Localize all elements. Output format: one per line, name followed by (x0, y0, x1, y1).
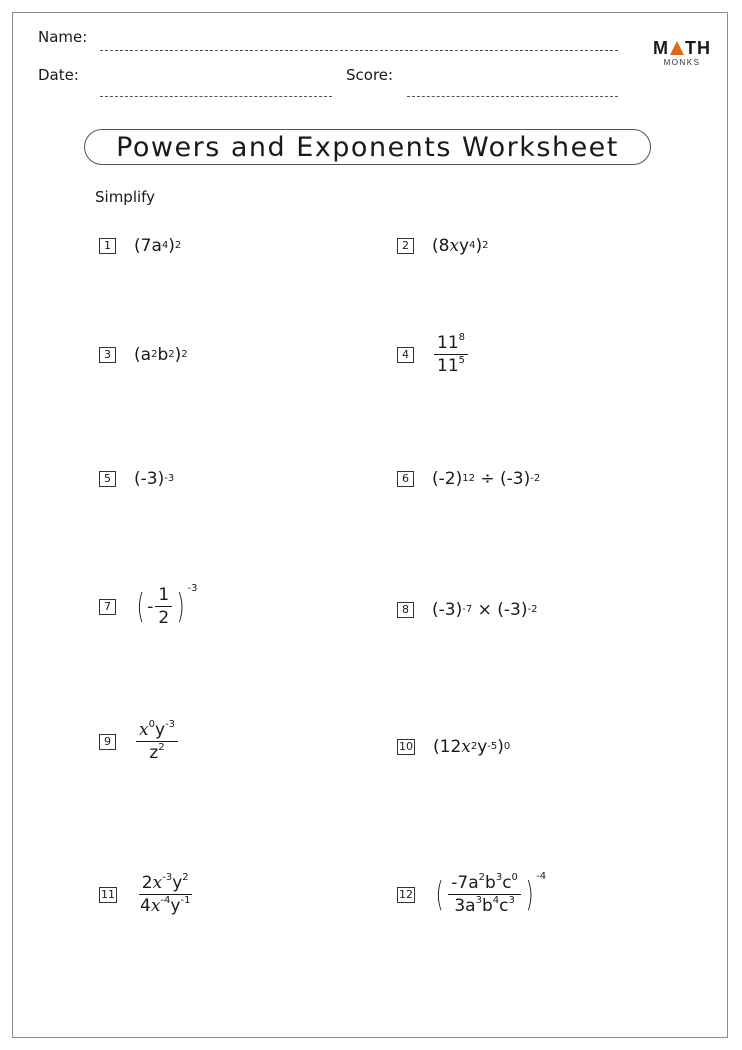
problem-number: 7 (99, 599, 116, 615)
expression: (-3) -3 (134, 469, 175, 489)
problem-number: 6 (397, 471, 414, 487)
problem-number: 4 (397, 347, 414, 363)
logo-subtext: MONKS (663, 58, 701, 67)
expression: $\frac{x^0y^{-3}}{z^2}$ (134, 720, 180, 763)
expression: $\frac{11^8}{11^5}$ (432, 333, 470, 376)
problem-3 (99, 345, 188, 365)
score-line[interactable] (407, 96, 618, 97)
problem-number: 9 (99, 734, 116, 750)
problem-8 (397, 600, 537, 620)
expression: ( $\frac{-7a^2b^3c^0}{3a^3b^4c^3}$ ) -4 (435, 871, 547, 916)
problem-7 (99, 585, 197, 628)
expression: (12 x 2 y -5 ) 0 (433, 737, 511, 757)
worksheet-title (84, 129, 651, 165)
problem-4 (397, 333, 470, 376)
problem-number: 1 (99, 238, 116, 254)
name-label: Name: (38, 28, 88, 46)
problem-number: 2 (397, 238, 414, 254)
expression: (a 2 b 2 ) 2 (134, 345, 188, 365)
logo-triangle-icon (670, 41, 684, 55)
problem-number: 11 (101, 887, 115, 901)
problem-10 (397, 737, 510, 757)
problem-6 (397, 469, 540, 489)
expression: (-2) 12 ÷ (-3) -2 (432, 469, 541, 489)
problem-12 (397, 873, 546, 916)
date-label: Date: (38, 66, 79, 84)
title-text: Powers and Exponents Worksheet (116, 131, 619, 163)
problem-5 (99, 469, 174, 489)
problem-11 (99, 873, 195, 916)
score-label: Score: (346, 66, 394, 84)
logo-text-m: M (653, 38, 669, 58)
name-line[interactable] (100, 50, 618, 51)
problem-2 (397, 236, 489, 256)
problem-number: 10 (399, 740, 413, 753)
expression: ( - $\frac{1}{2}$ ) -3 (136, 583, 198, 628)
problem-number: 8 (397, 602, 414, 618)
instruction-text: Simplify (95, 188, 156, 206)
problem-number: 5 (99, 471, 116, 487)
problem-1 (99, 236, 181, 256)
problem-9 (99, 720, 180, 763)
logo-text-th: TH (685, 38, 711, 58)
expression: $\frac{2x^{-3}y^2}{4x^{-4}y^{-1}}$ (140, 872, 191, 916)
problem-number: 3 (99, 347, 116, 363)
date-line[interactable] (100, 96, 332, 97)
expression: (8 x y 4 ) 2 (432, 236, 489, 256)
expression: (7a 4 ) 2 (134, 236, 182, 256)
expression: (-3) -7 × (-3) -2 (432, 600, 538, 620)
math-monks-logo (650, 38, 714, 68)
problem-number: 12 (399, 887, 413, 901)
